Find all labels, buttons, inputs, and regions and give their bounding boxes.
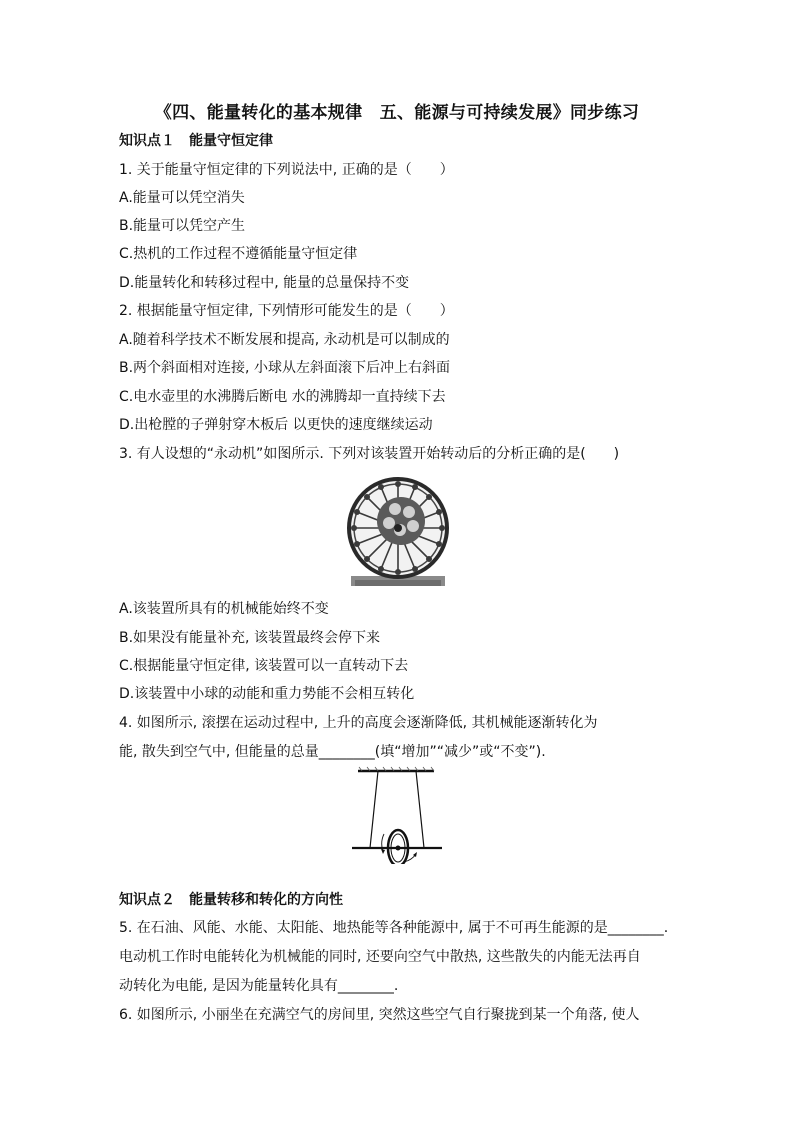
q4-text-line-2: 能, 散失到空气中, 但能量的总量________(填“增加”“减少”或“不变”). xyxy=(119,744,546,760)
q1-option-c: C.热机的工作过程不遵循能量守恒定律 xyxy=(119,246,358,262)
q2-option-c: C.电水壶里的水沸腾后断电 水的沸腾却一直持续下去 xyxy=(119,389,446,405)
q3-option-b: B.如果没有能量补充, 该装置最终会停下来 xyxy=(119,630,380,646)
q1-option-b: B.能量可以凭空产生 xyxy=(119,218,246,234)
q2-option-b: B.两个斜面相对连接, 小球从左斜面滚下后冲上右斜面 xyxy=(119,360,450,376)
rolling-pendulum-figure xyxy=(350,766,446,864)
q1-option-d: D.能量转化和转移过程中, 能量的总量保持不变 xyxy=(119,275,410,291)
page-title: 《四、能量转化的基本规律 五、能源与可持续发展》同步练习 xyxy=(154,103,640,123)
q5-text-line-3: 动转化为电能, 是因为能量转化具有________. xyxy=(119,978,399,994)
q1-option-a: A.能量可以凭空消失 xyxy=(119,190,245,206)
perpetual-motion-wheel-figure xyxy=(343,476,453,590)
q6-text-line-1: 6. 如图所示, 小丽坐在充满空气的房间里, 突然这些空气自行聚拢到某一个角落, 使人 xyxy=(119,1007,640,1023)
q5-text-line-1: 5. 在石油、风能、水能、太阳能、地热能等各种能源中, 属于不可再生能源的是________. xyxy=(119,920,669,936)
section-heading-2: 知识点２ 能量转移和转化的方向性 xyxy=(119,892,343,908)
q3-option-d: D.该装置中小球的动能和重力势能不会相互转化 xyxy=(119,686,415,702)
q1-stem: 1. 关于能量守恒定律的下列说法中, 正确的是（ ） xyxy=(119,162,454,178)
q2-option-d: D.出枪膛的子弹射穿木板后 以更快的速度继续运动 xyxy=(119,417,433,433)
q5-text-line-2: 电动机工作时电能转化为机械能的同时, 还要向空气中散热, 这些散失的内能无法再自 xyxy=(119,949,641,965)
q4-text-line-1: 4. 如图所示, 滚摆在运动过程中, 上升的高度会逐渐降低, 其机械能逐渐转化为 xyxy=(119,715,598,731)
q3-option-a: A.该装置所具有的机械能始终不变 xyxy=(119,601,329,617)
q3-stem: 3. 有人设想的“永动机”如图所示. 下列对该装置开始转动后的分析正确的是( ) xyxy=(119,446,620,462)
q2-option-a: A.随着科学技术不断发展和提高, 永动机是可以制成的 xyxy=(119,332,450,348)
q2-stem: 2. 根据能量守恒定律, 下列情形可能发生的是（ ） xyxy=(119,303,454,319)
q3-option-c: C.根据能量守恒定律, 该装置可以一直转动下去 xyxy=(119,658,409,674)
section-heading-1: 知识点１ 能量守恒定律 xyxy=(119,133,273,149)
